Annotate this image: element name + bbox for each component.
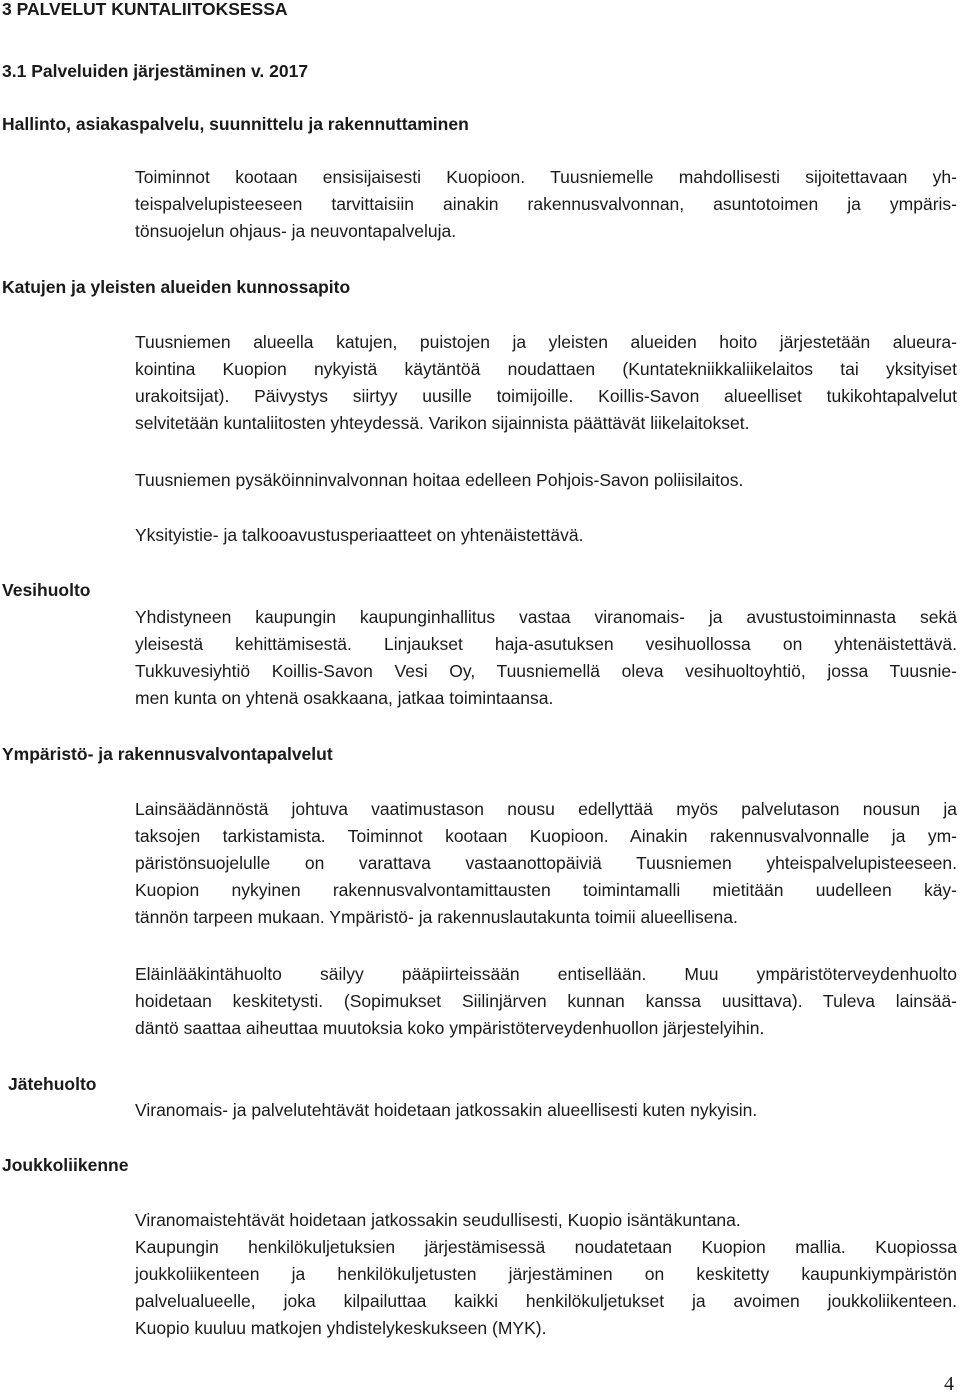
page-number: 4 bbox=[944, 1373, 954, 1395]
vesihuolto-heading: Vesihuolto bbox=[2, 580, 91, 600]
section-heading: 3.1 Palveluiden järjestäminen v. 2017 bbox=[2, 61, 309, 81]
hallinto-paragraph: Toiminnot kootaan ensisijaisesti Kuopioon. Tuusniemelle mahdollisesti sijoitettavaan yh- teispalvelupisteeseen tarvittaisiin ainakin rakennusvalvonnan, asuntotoimen ja ympäris- tönsuojelun ohjaus- ja neuvontapalveluja. bbox=[135, 167, 957, 241]
joukkoliikenne-heading: Joukkoliikenne bbox=[2, 1155, 129, 1175]
jatehuolto-heading: Jätehuolto bbox=[8, 1074, 97, 1094]
katujen-paragraph-1: Tuusniemen alueella katujen, puistojen ja yleisten alueiden hoito järjestetään alueura- kointina Kuopion nykyistä käytäntöä noudattaen (Kuntatekniikkaliikelaitos tai yksityiset urakoitsijat). Päivystys siirtyy uusille toimijoille. Koillis-Savon alueelliset tukikohtapalvelut selvitetään kuntaliitosten yhteydessä. Varikon sijainnista päättävät liikelaitokset. bbox=[135, 332, 957, 433]
ymparisto-paragraph-2: Eläinlääkintähuolto säilyy pääpiirteissään entisellään. Muu ympäristöterveydenhuolto hoidetaan keskitetysti. (Sopimukset Siilinjärven kunnan kanssa uusittava). Tuleva lainsää- däntö saattaa aiheuttaa muutoksia koko ympäristöterveydenhuollon järjestelyihin. bbox=[135, 964, 957, 1038]
joukkoliikenne-paragraph: Viranomaistehtävät hoidetaan jatkossakin seudullisesti, Kuopio isäntäkuntana. Kaupungin henkilökuljetuksien järjestämisessä noudatetaan Kuopion mallia. Kuopiossa joukkoliikenteen ja henkilökuljetusten järjestäminen on keskitetty kaupunkiympäristön palvelualueelle, joka kilpailuttaa kaikki henkilökuljetukset ja avoimen joukkoliikenteen. Kuopio kuuluu matkojen yhdistelykeskukseen (MYK). bbox=[135, 1210, 957, 1338]
ymparisto-paragraph-1: Lainsäädännöstä johtuva vaatimustason nousu edellyttää myös palvelutason nousun ja taksojen tarkistamista. Toiminnot kootaan Kuopioon. Ainakin rakennusvalvonnalle ja ym- päristönsuojelulle on varattava vastaanottopäiviä Tuusniemen yhteispalvelupisteeseen. Kuopion nykyinen rakennusvalvontamittausten toimintamalli mietitään uudelleen käy- tännön tarpeen mukaan. Ympäristö- ja rakennuslautakunta toimii alueellisena. bbox=[135, 799, 957, 927]
chapter-heading: 3 PALVELUT KUNTALIITOKSESSA bbox=[2, 0, 288, 19]
hallinto-heading: Hallinto, asiakaspalvelu, suunnittelu ja rakennuttaminen bbox=[2, 114, 469, 134]
vesihuolto-paragraph: Yhdistyneen kaupungin kaupunginhallitus vastaa viranomais- ja avustustoiminnasta sekä yleisestä kehittämisestä. Linjaukset haja-asutuksen vesihuollossa on yhtenäistettävä. Tukkuvesiyhtiö Koillis-Savon Vesi Oy, Tuusniemellä oleva vesihuoltoyhtiö, jossa Tuusnie- men kunta on yhtenä osakkaana, jatkaa toimintaansa. bbox=[135, 607, 957, 708]
jatehuolto-paragraph: Viranomais- ja palvelutehtävät hoidetaan jatkossakin alueellisesti kuten nykyisin. bbox=[135, 1100, 758, 1120]
katujen-heading: Katujen ja yleisten alueiden kunnossapito bbox=[2, 277, 351, 297]
ymparisto-heading: Ympäristö- ja rakennusvalvontapalvelut bbox=[2, 744, 333, 764]
katujen-paragraph-2: Tuusniemen pysäköinninvalvonnan hoitaa edelleen Pohjois-Savon poliisilaitos. bbox=[135, 470, 744, 490]
katujen-paragraph-3: Yksityistie- ja talkooavustusperiaatteet on yhtenäistettävä. bbox=[135, 525, 584, 545]
